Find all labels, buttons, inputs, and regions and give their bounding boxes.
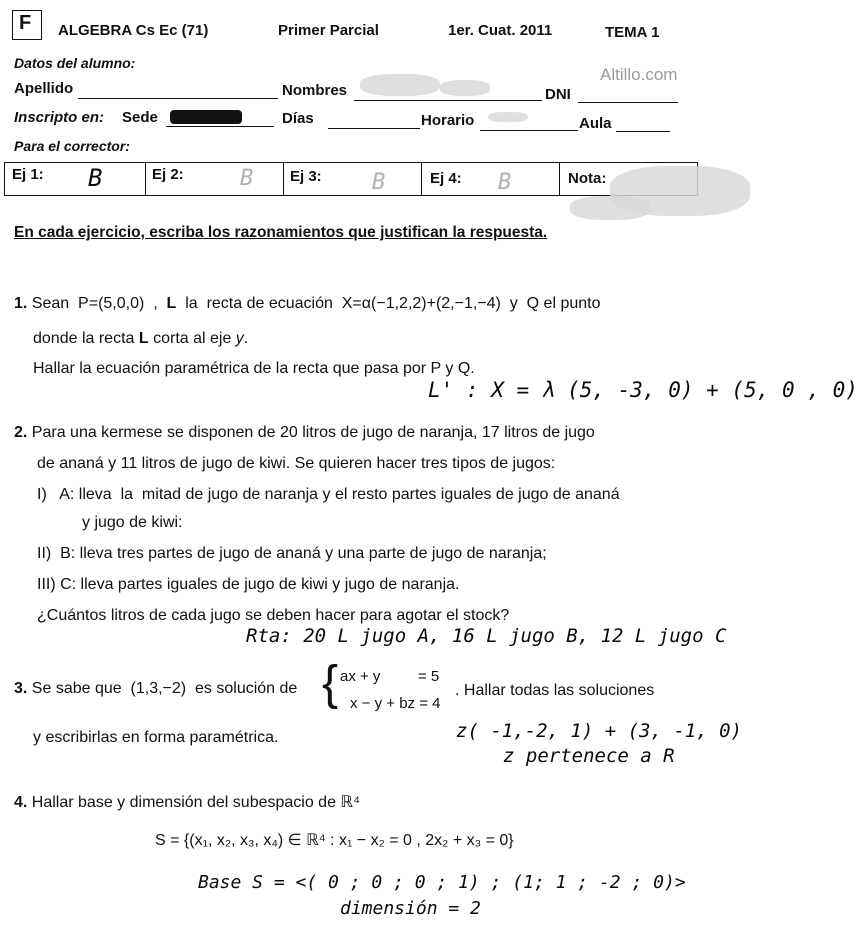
- dni-label: DNI: [545, 86, 571, 103]
- nombres-redaction-2: [440, 80, 490, 96]
- q2-answer: Rta: 20 L jugo A, 16 L jugo B, 12 L jugo C: [246, 625, 727, 647]
- q1-line2: [33, 330, 248, 348]
- q1-line2c: .: [243, 330, 249, 347]
- corrector-title: Para el corrector:: [14, 138, 130, 154]
- nombres-redaction: [360, 74, 440, 96]
- q2-line1-text: Para una kermese se disponen de 20 litros de jugo de naranja, 17 litros de jugo: [31, 424, 595, 441]
- aula-field[interactable]: [616, 117, 670, 132]
- q3-eq1: ax + y = 5: [340, 668, 440, 685]
- q3-line1a: Se sabe que (1,3,−2) es solución de: [31, 680, 298, 697]
- q1-number: 1.: [14, 295, 28, 312]
- q2-item-3: III) C: lleva partes iguales de jugo de kiwi y jugo de naranja.: [37, 576, 460, 593]
- exam-term: 1er. Cuat. 2011: [448, 22, 553, 39]
- nota-label: Nota:: [568, 170, 607, 187]
- apellido-label: Apellido: [14, 80, 74, 97]
- student-section-title: Datos del alumno:: [14, 55, 136, 71]
- q2-item-1b: y jugo de kiwi:: [82, 514, 183, 531]
- q4-line1-text: Hallar base y dimensión del subespacio de ℝ⁴: [31, 794, 360, 811]
- q1-answer: L' : X = λ (5, -3, 0) + (5, 0 , 0): [428, 378, 858, 402]
- dias-label: Días: [282, 110, 314, 127]
- q2-line1: [14, 424, 595, 442]
- q3-answer-2: z pertenece a R: [503, 745, 675, 767]
- apellido-field[interactable]: [78, 84, 278, 99]
- horario-redaction: [488, 112, 528, 122]
- aula-label: Aula: [579, 115, 612, 132]
- q1-line3: Hallar la ecuación paramétrica de la recta que pasa por P y Q.: [33, 360, 475, 377]
- q1-line2b: corta al eje: [148, 330, 236, 347]
- watermark: Altillo.com: [600, 65, 678, 84]
- q1-line1b-text: la recta de ecuación X=α(−1,2,2)+(2,−1,−4) y Q el punto: [176, 295, 601, 312]
- dni-field[interactable]: [578, 88, 678, 103]
- inscripto-label: Inscripto en:: [14, 109, 105, 126]
- ej2-mark: B: [240, 166, 254, 191]
- q3-line1b: . Hallar todas las soluciones: [455, 682, 655, 699]
- q4-answer-1: Base S = <( 0 ; 0 ; 0 ; 1) ; (1; 1 ; -2 ; 0)>: [198, 872, 686, 893]
- q1-line1-text: Sean P=(5,0,0) ,: [31, 295, 167, 312]
- dias-field[interactable]: [328, 114, 420, 129]
- q2-question: ¿Cuántos litros de cada jugo se deben hacer para agotar el stock?: [37, 607, 510, 624]
- horario-label: Horario: [421, 112, 475, 129]
- q3-eq2: x − y + bz = 4: [350, 695, 441, 712]
- ej4-label: Ej 4:: [430, 170, 462, 187]
- ej2-label: Ej 2:: [152, 166, 184, 183]
- ej3-mark: B: [372, 170, 386, 195]
- ej1-mark: B: [88, 164, 103, 192]
- ej3-label: Ej 3:: [290, 168, 322, 185]
- q1-y: y: [235, 330, 244, 347]
- q4-line1: [14, 792, 360, 812]
- nombres-label: Nombres: [282, 82, 348, 99]
- q1-L: L: [166, 295, 177, 312]
- q1-line1: [14, 295, 601, 313]
- exam-tema: TEMA 1: [605, 24, 660, 41]
- q3-system-brace: {: [322, 657, 339, 710]
- q3-line2: y escribirlas en forma paramétrica.: [33, 729, 279, 746]
- q4-number: 4.: [14, 794, 28, 811]
- ej1-label: Ej 1:: [12, 166, 44, 183]
- q2-line2: de ananá y 11 litros de jugo de kiwi. Se quieren hacer tres tipos de jugos:: [37, 455, 556, 472]
- q1-line2a: donde la recta: [33, 330, 139, 347]
- q3-number: 3.: [14, 680, 28, 697]
- q2-item-1: I) A: lleva la mitad de jugo de naranja y el resto partes iguales de jugo de ananá: [37, 486, 620, 503]
- q4-set-definition: S = {(x₁, x₂, x₃, x₄) ∈ ℝ⁴ : x₁ − x₂ = 0 , 2x₂ + x₃ = 0}: [155, 832, 514, 849]
- q2-item-2: II) B: lleva tres partes de jugo de ananá y una parte de jugo de naranja;: [37, 545, 547, 562]
- sede-redaction: [170, 110, 242, 124]
- course-title: ALGEBRA Cs Ec (71): [58, 22, 209, 39]
- q2-number: 2.: [14, 424, 28, 441]
- q3-line1: [14, 680, 297, 698]
- instruction: En cada ejercicio, escriba los razonamientos que justifican la respuesta.: [14, 224, 548, 241]
- ej4-mark: B: [498, 170, 512, 195]
- nota-redaction-2: [570, 196, 650, 220]
- sede-label: Sede: [122, 109, 158, 126]
- exam-letter: F: [19, 12, 32, 34]
- q1-L2: L: [138, 330, 149, 347]
- q4-answer-2: dimensión = 2: [340, 898, 481, 919]
- q3-answer-1: z( -1,-2, 1) + (3, -1, 0): [456, 720, 742, 742]
- exam-name: Primer Parcial: [278, 22, 379, 39]
